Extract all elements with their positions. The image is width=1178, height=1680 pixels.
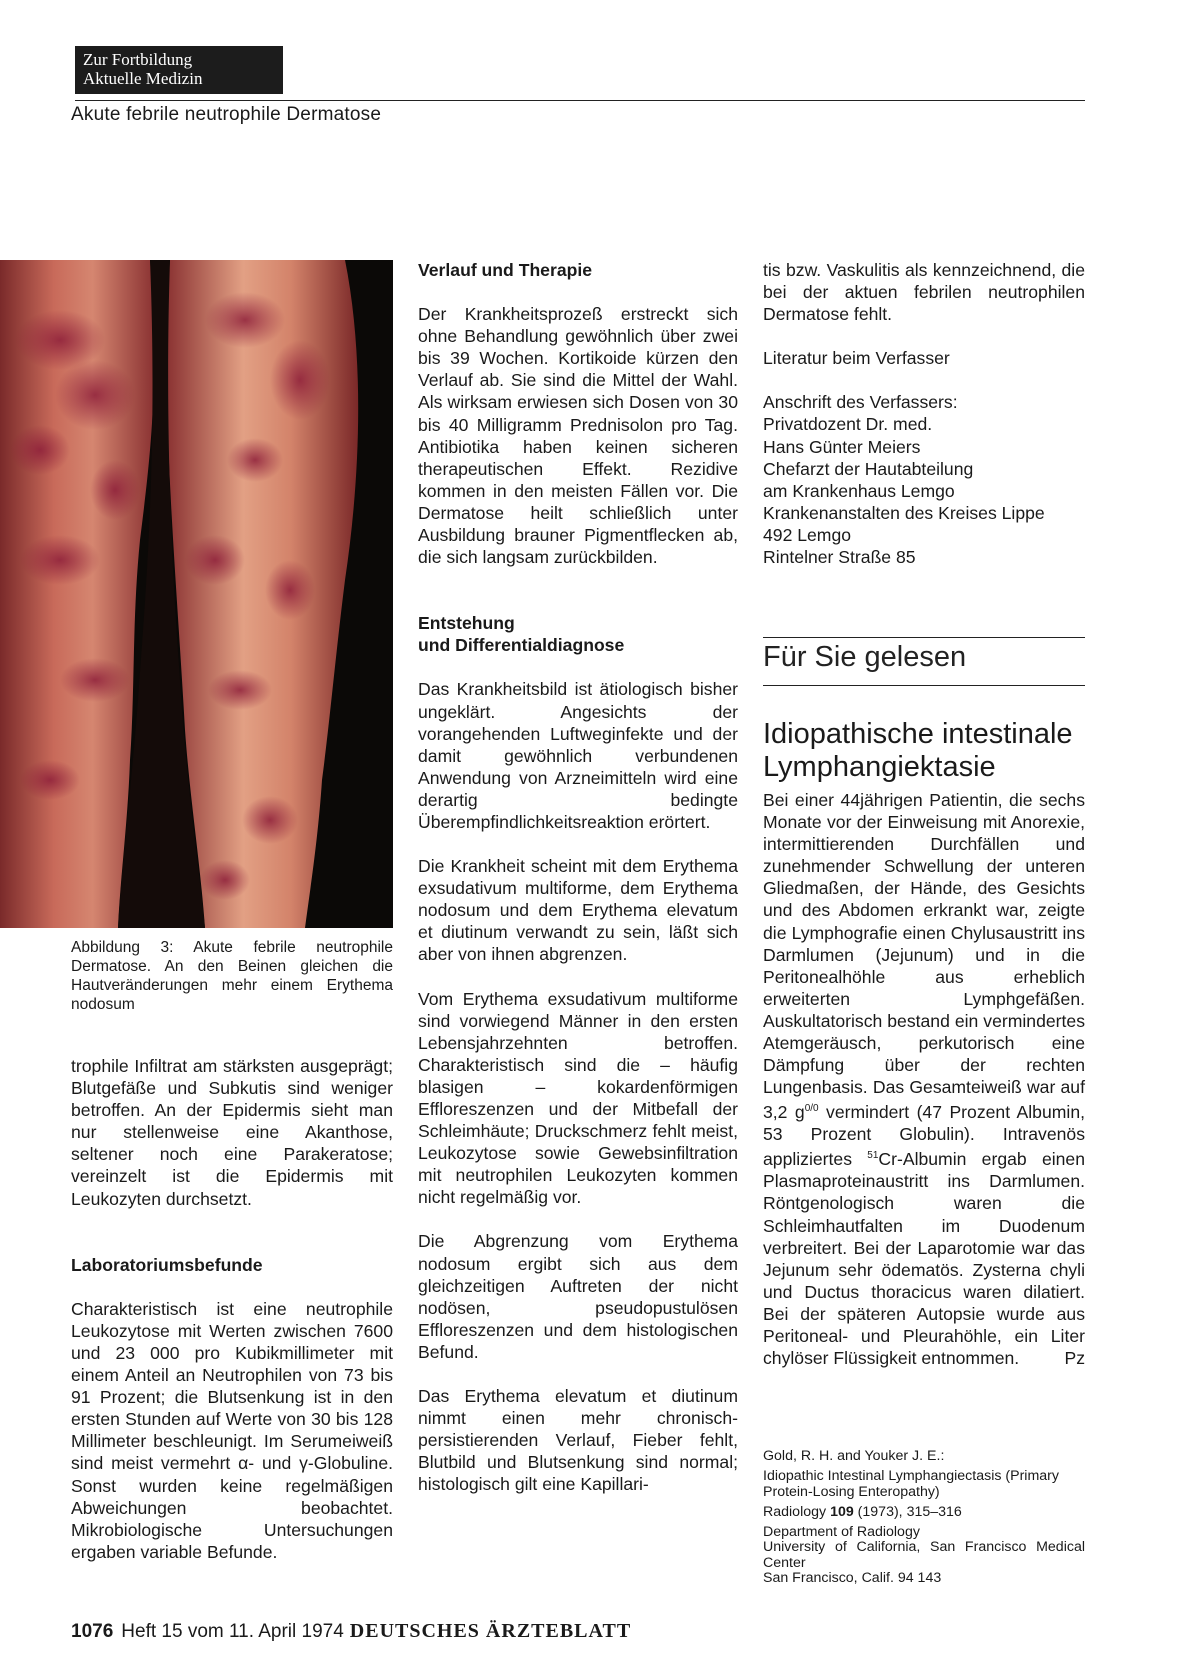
ref-pages: (1973), 315–316	[853, 1503, 962, 1520]
paragraph	[763, 789, 1085, 1369]
address-line: Rintelner Straße 85	[763, 547, 916, 568]
article-title-line-2: Lymphangiektasie	[763, 751, 996, 783]
badge-line-1: Zur Fortbildung	[83, 50, 193, 69]
ref-journal: Radiology	[763, 1503, 827, 1520]
section-heading-laboratoriumsbefunde: Laboratoriumsbefunde	[71, 1254, 263, 1275]
ref-city: San Francisco, Calif. 94 143	[763, 1570, 942, 1587]
address-line: Krankenanstalten des Kreises Lippe	[763, 502, 1045, 523]
article-body	[763, 789, 1085, 1369]
ref-university: University of California, San Francisco Medical Center	[763, 1539, 1085, 1571]
section-rule-bottom	[763, 685, 1085, 686]
body-text: vermindert (47 Prozent Albumin, 53 Prozent Globulin). Intravenös appliziertes	[763, 1102, 1085, 1170]
section-badge	[75, 46, 283, 94]
column-1	[71, 1055, 393, 1585]
column-3	[763, 259, 1085, 568]
article-title-line-1: Idiopathische intestinale	[763, 718, 1073, 750]
running-title: Akute febrile neutrophile Dermatose	[71, 104, 382, 125]
ref-citation	[763, 1505, 1085, 1520]
address-line: Privatdozent Dr. med.	[763, 414, 933, 435]
address-line: Anschrift des Verfassers:	[763, 392, 958, 413]
reference-block	[763, 1449, 1085, 1591]
paragraph: Das Erythema elevatum et diutinum nimmt einen mehr chronisch-persistierenden Verlauf, Fieber fehlt, Blutbild und Blutsenkung sind normal; histologisch gilt eine Kapillari-	[418, 1386, 738, 1495]
paragraph: trophile Infiltrat am stärksten ausgeprägt; Blutgefäße und Subkutis sind weniger betroffen. An der Epidermis sieht man nur stellenweise eine Akanthose, seltener noch eine Parakeratose; vereinzelt ist die Epidermis mit Leukozyten durchsetzt.	[71, 1056, 393, 1209]
column-2	[418, 259, 738, 1518]
address-line: 492 Lemgo	[763, 524, 852, 545]
page-footer	[71, 1620, 631, 1643]
ref-authors: Gold, R. H. and Youker J. E.:	[763, 1448, 945, 1464]
author-address	[763, 391, 1085, 568]
section-heading-differentialdiagnose: und Differentialdiagnose	[418, 635, 625, 656]
section-heading-entstehung: Entstehung	[418, 613, 515, 634]
article-title	[763, 718, 1093, 784]
page-number: 1076	[71, 1621, 114, 1642]
section-rule-top	[763, 637, 1085, 638]
section-title-fuer-sie-gelesen: Für Sie gelesen	[763, 641, 967, 673]
address-line: am Krankenhaus Lemgo	[763, 480, 955, 501]
paragraph: tis bzw. Vaskulitis als kennzeichnend, die bei der aktuen febrilen neutrophilen Dermatose fehlt.	[763, 260, 1085, 325]
body-text: Cr-Albumin ergab einen Plasmaproteinaustritt ins Darmlumen. Röntgenologisch waren die Schleimhautfalten im Duodenum verbreitert. Bei der Laparotomie war das Jejunum sehr ödematös. Zysterna chyli und Ductus thoracicus waren dilatiert. Bei der späteren Autopsie wurde aus Peritoneal- und Pleurahöhle, ein Liter chylöser Flüssigkeit entnommen.	[763, 1149, 1085, 1369]
address-line: Chefarzt der Hautabteilung	[763, 458, 974, 479]
paragraph: Die Krankheit scheint mit dem Erythema exsudativum multiforme, dem Erythema nodosum und dem Erythema elevatum et diutinum verwandt zu sein, läßt sich aber von ihnen abgrenzen.	[418, 856, 738, 965]
paragraph: Vom Erythema exsudativum multiforme sind vorwiegend Männer in den ersten Lebensjahrzehnten betroffen. Charakteristisch sind die – häufig blasigen – kokardenförmigen Effloreszenzen und der Mitbefall der Schleimhäute; Druckschmerz fehlt meist, Leukozytose sowie Gewebsinfiltration mit neutrophilen Leukozyten kommen nicht regelmäßig vor.	[418, 988, 738, 1208]
literature-note: Literatur beim Verfasser	[763, 348, 950, 369]
author-initials: Pz	[1064, 1348, 1085, 1369]
isotope-number: 51	[867, 1150, 879, 1162]
body-text: Bei einer 44jährigen Patientin, die sechs Monate vor der Einweisung mit Anorexie, intermittierenden Durchfällen und zunehmender Schwellung der unteren Gliedmaßen, der Hände, des Gesichts und des Abdomen erkrankt war, zeigte die Lymphografie einen Chylusaustritt ins Darmlumen (Jejunum) und in die Peritonealhöhle aus erheblich erweiterten Lymphgefäßen. Auskultatorisch bestand ein vermindertes Atemgeräusch, perkutorisch eine Dämpfung über der rechten Lungenbasis. Das Gesamteiweiß war auf 3,2 g	[763, 790, 1085, 1123]
paragraph: Die Abgrenzung vom Erythema nodosum ergibt sich aus dem gleichzeitigen Auftreten der nicht nodösen, pseudopustulösen Effloreszenzen und dem histologischen Befund.	[418, 1231, 738, 1362]
paragraph: Das Krankheitsbild ist ätiologisch bisher ungeklärt. Angesichts der vorangehenden Luftweginfekte und der damit gewöhnlich verbundenen Anwendung von Arzneimitteln wird eine derartig bedingte Überempfindlichkeitsreaktion erörtert.	[418, 679, 738, 832]
ref-title: Idiopathic Intestinal Lymphangiectasis (Primary Protein-Losing Enteropathy)	[763, 1468, 1059, 1500]
address-line: Hans Günter Meiers	[763, 436, 921, 457]
badge-line-2: Aktuelle Medizin	[83, 69, 203, 88]
issue-info: Heft 15 vom 11. April 1974	[121, 1621, 344, 1642]
ref-volume: 109	[830, 1503, 854, 1520]
clinical-photo	[0, 260, 393, 928]
paragraph: Charakteristisch ist eine neutrophile Leukozytose mit Werten zwischen 7600 und 23 000 pro Kubikmillimeter mit einem Anteil an Neutrophilen von 73 bis 91 Prozent; die Blutsenkung ist in den ersten Stunden auf Werte von 30 bis 128 Millimeter beschleunigt. Im Serumeiweiß sind meist vermehrt α- und γ-Globuline. Sonst wurden keine regelmäßigen Abweichungen beobachtet. Mikrobiologische Untersuchungen ergaben variable Befunde.	[71, 1298, 393, 1562]
header-rule	[75, 100, 1085, 101]
figure-caption: Abbildung 3: Akute febrile neutrophile Dermatose. An den Beinen gleichen die Hautveränderungen mehr einem Erythema nodosum	[71, 939, 393, 1013]
journal-name: DEUTSCHES ÄRZTEBLATT	[349, 1620, 632, 1642]
ref-department: Department of Radiology	[763, 1524, 920, 1541]
legs-illustration	[0, 260, 393, 928]
permille-sign: 0/0	[804, 1103, 819, 1115]
paragraph: Der Krankheitsprozeß erstreckt sich ohne Behandlung gewöhnlich über zwei bis 39 Wochen. Kortikoide kürzen den Verlauf ab. Sie sind die Mittel der Wahl. Als wirksam erwiesen sich Dosen von 30 bis 40 Milligramm Prednisolon pro Tag. Antibiotika haben keinen sicheren therapeutischen Effekt. Rezidive kommen in den meisten Fällen vor. Die Dermatose heilt schließlich unter Ausbildung brauner Pigmentflecken ab, die sich langsam zurückbilden.	[418, 304, 738, 568]
section-heading-verlauf: Verlauf und Therapie	[418, 260, 593, 280]
